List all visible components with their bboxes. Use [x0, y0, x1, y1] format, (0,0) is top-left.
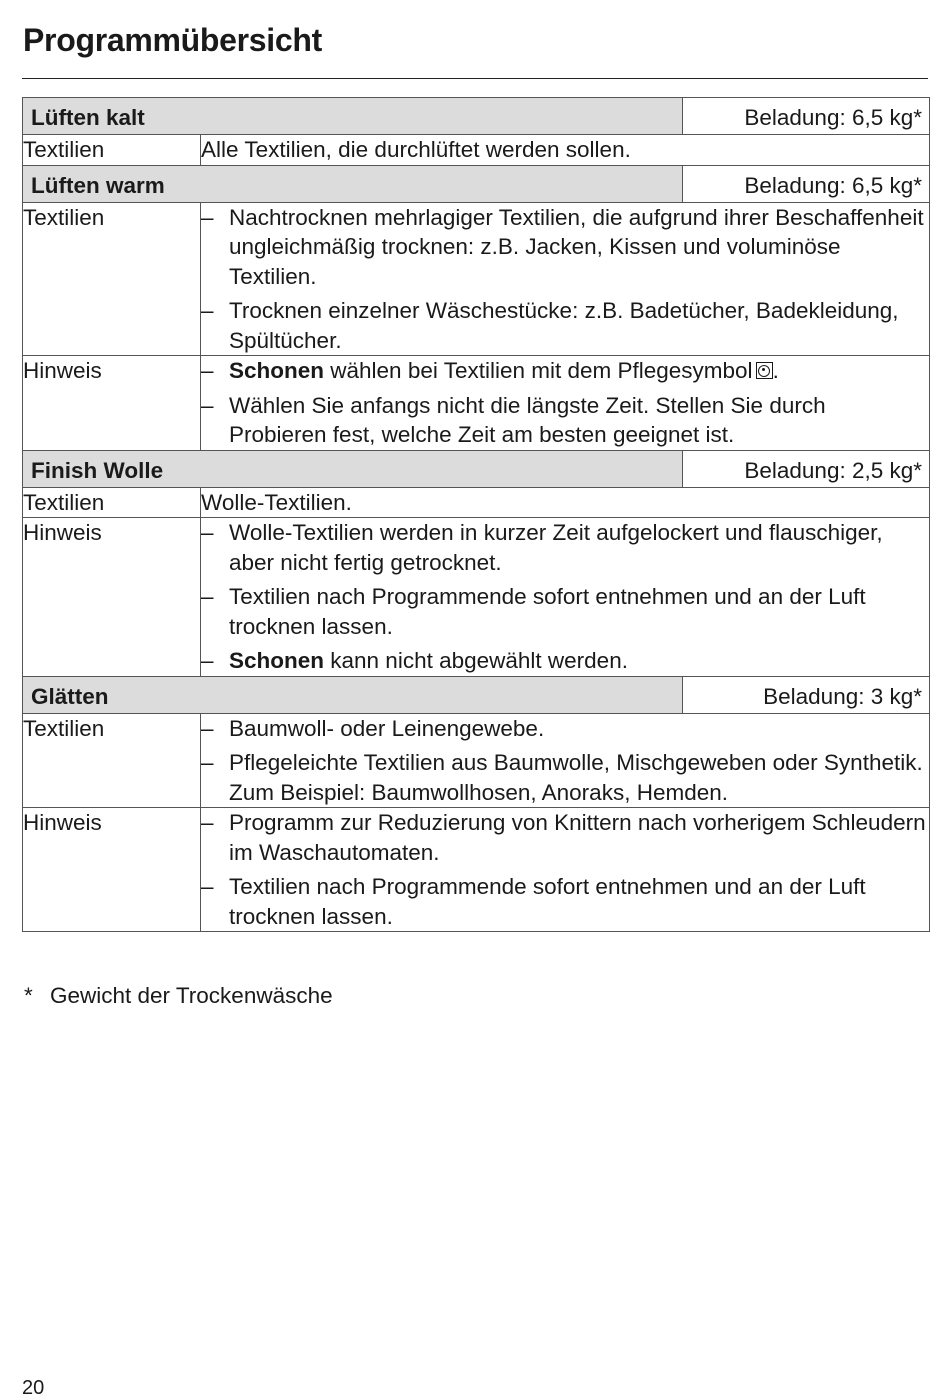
list-dash: –: [201, 520, 214, 545]
list-item: [201, 582, 929, 641]
list-item-text: Textilien nach Programmende sofort entnehmen und an der Luft trocknen lassen.: [229, 584, 866, 639]
list-dash: –: [201, 750, 214, 775]
program-header-row: [23, 165, 930, 202]
program-detail-row: [23, 202, 930, 356]
program-load: Beladung: 6,5 kg*: [683, 165, 930, 202]
list-item: [201, 518, 929, 577]
list-item-text: Wolle-Textilien werden in kurzer Zeit aufgelockert und flauschiger, aber nicht fertig getrocknet.: [229, 520, 883, 575]
program-detail-row: [23, 356, 930, 451]
list-dash: –: [201, 204, 214, 230]
program-header-row: [23, 450, 930, 487]
list-dash: –: [201, 874, 214, 899]
row-label: Textilien: [23, 713, 201, 808]
list-item-suffix: .: [772, 358, 779, 383]
list-item-text: Nachtrocknen mehrlagiger Textilien, die aufgrund ihrer Beschaffenheit ungleichmäßig trocknen: z.B. Jacken, Kissen und voluminöse Textilien.: [229, 204, 924, 289]
option-name-bold: Schonen: [229, 358, 325, 383]
list-item-text: Textilien nach Programmende sofort entnehmen und an der Luft trocknen lassen.: [229, 874, 866, 929]
program-header-row: [23, 676, 930, 713]
row-label: Hinweis: [23, 356, 201, 451]
list-dash: –: [201, 584, 214, 609]
list-item: [201, 808, 929, 867]
program-detail-row: [23, 518, 930, 677]
list-item: [201, 714, 929, 744]
row-text: Wolle-Textilien.: [201, 487, 930, 518]
row-list: [201, 356, 930, 451]
list-item-text: Wählen Sie anfangs nicht die längste Zeit. Stellen Sie durch Probieren fest, welche Zeit am besten geeignet ist.: [229, 392, 826, 447]
program-detail-row: [23, 713, 930, 808]
row-list: [201, 713, 930, 808]
program-header-row: [23, 98, 930, 135]
list-dash: –: [201, 648, 214, 673]
list-item-text: Baumwoll- oder Leinengewebe.: [229, 715, 545, 741]
row-text: Alle Textilien, die durchlüftet werden sollen.: [201, 135, 930, 166]
list-dash: –: [201, 298, 214, 323]
row-label: Hinweis: [23, 808, 201, 932]
program-name: Lüften kalt: [23, 98, 683, 135]
list-item-text: Programm zur Reduzierung von Knittern nach vorherigem Schleudern im Waschautomaten.: [229, 810, 926, 865]
page-number: 20: [22, 1377, 45, 1399]
footnote-text: Gewicht der Trockenwäsche: [50, 983, 333, 1008]
row-label: Hinweis: [23, 518, 201, 677]
footnote: [24, 983, 333, 1009]
row-label: Textilien: [23, 202, 201, 356]
option-name-bold: Schonen: [229, 648, 325, 673]
list-dash: –: [201, 810, 214, 835]
list-item-text: Trocknen einzelner Wäschestücke: z.B. Badetücher, Badekleidung, Spültücher.: [229, 298, 899, 353]
footnote-marker: *: [24, 983, 33, 1008]
list-dash: –: [201, 358, 214, 383]
list-dash: –: [201, 715, 214, 741]
tumble-dry-low-heat-icon: [756, 362, 773, 379]
program-detail-row: [23, 808, 930, 932]
row-label: Textilien: [23, 135, 201, 166]
program-load: Beladung: 6,5 kg*: [683, 98, 930, 135]
list-item-text: kann nicht abgewählt werden.: [324, 648, 628, 673]
program-overview-table: [22, 97, 930, 932]
program-detail-row: [23, 487, 930, 518]
list-item: [201, 872, 929, 931]
page-title: Programmübersicht: [23, 22, 322, 58]
list-item: [201, 356, 929, 386]
row-label: Textilien: [23, 487, 201, 518]
list-item: [201, 296, 929, 355]
row-list: [201, 808, 930, 932]
program-load: Beladung: 2,5 kg*: [683, 450, 930, 487]
program-name: Lüften warm: [23, 165, 683, 202]
list-item: [201, 391, 929, 450]
program-load: Beladung: 3 kg*: [683, 676, 930, 713]
list-item: [201, 748, 929, 807]
program-name: Glätten: [23, 676, 683, 713]
list-item: [201, 203, 929, 292]
row-list: [201, 518, 930, 677]
row-list: [201, 202, 930, 356]
list-item: [201, 646, 929, 676]
list-dash: –: [201, 392, 214, 418]
title-divider: [22, 78, 928, 79]
list-item-text: Pflegeleichte Textilien aus Baumwolle, Mischgeweben oder Synthetik. Zum Beispiel: Baumwollhosen, Anoraks, Hemden.: [229, 750, 923, 805]
list-item-text: wählen bei Textilien mit dem Pflegesymbol: [324, 358, 753, 383]
program-detail-row: [23, 135, 930, 166]
program-name: Finish Wolle: [23, 450, 683, 487]
